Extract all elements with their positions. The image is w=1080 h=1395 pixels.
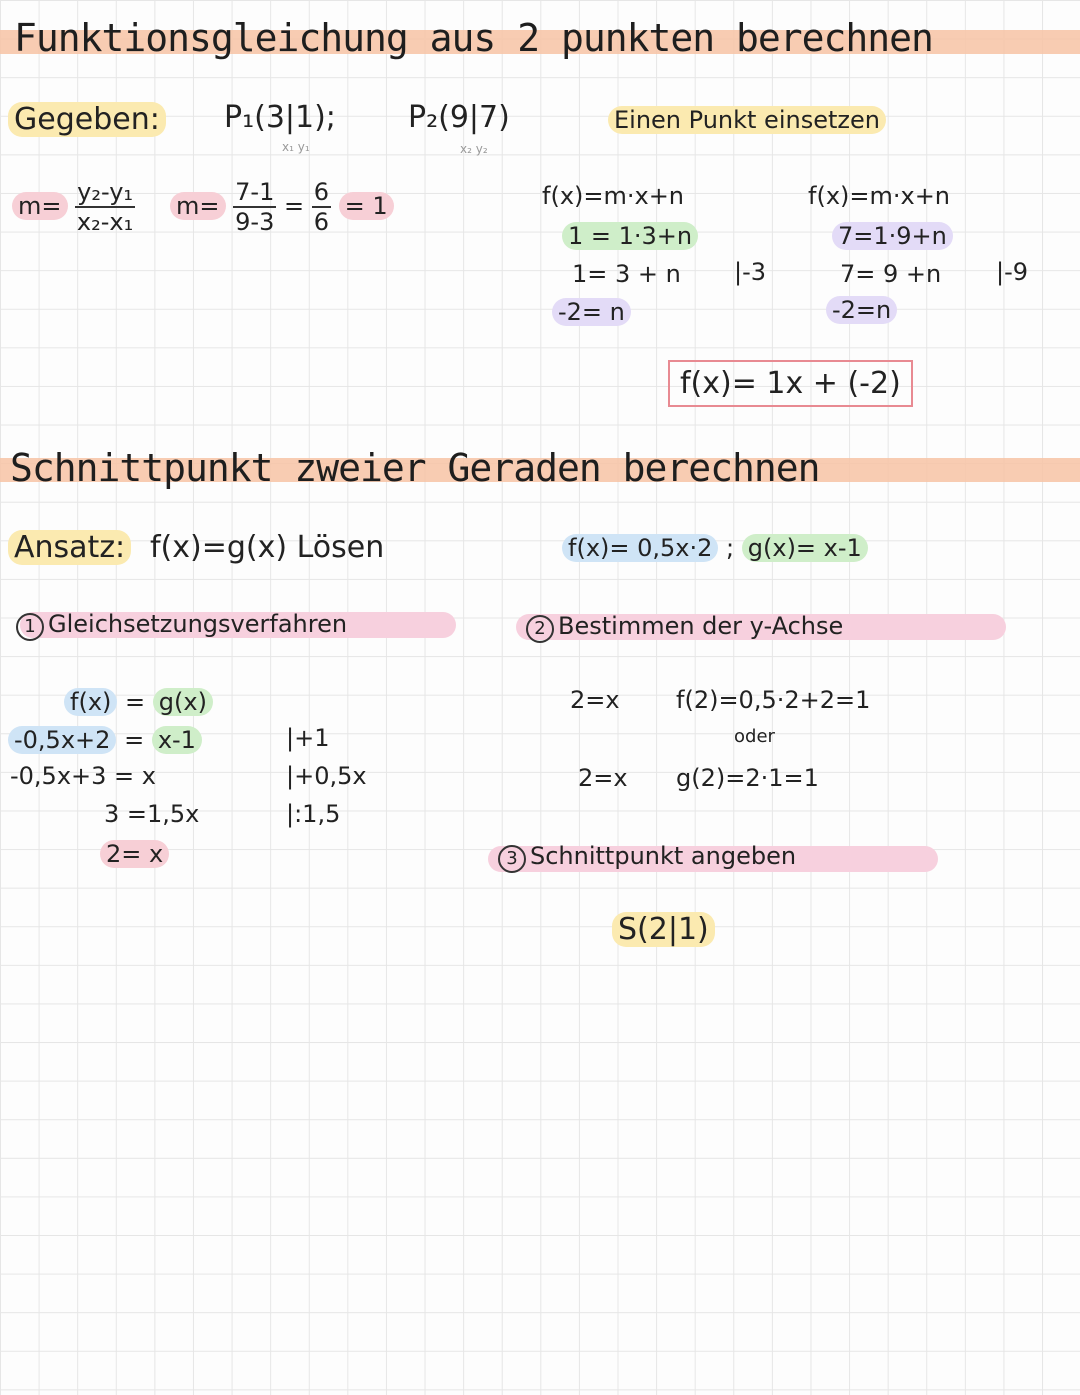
ansatz-text: f(x)=g(x) Lösen [150,530,385,565]
function-result: f(x)= 1x + (-2) [668,360,913,407]
slope-calc-numerator: 7-1 [235,178,275,206]
slope-m-label: m= [12,192,68,220]
step3-number: 3 [498,845,526,873]
slope-frac-66 [312,178,331,236]
step1-title: Gleichsetzungsverfahren [48,610,348,638]
slope-fraction [75,178,135,236]
slope-calc [170,178,394,236]
step2-l1b: f(2)=0,5·2+2=1 [676,686,871,714]
step1-l5-text: 2= x [100,840,169,868]
step1-l1b: g(x) [153,688,213,716]
right-calc-l3-op: |-9 [996,258,1029,286]
slope-calc-denominator: 9-3 [235,208,275,236]
given-g: g(x)= x-1 [742,534,868,562]
given-f: f(x)= 0,5x·2 [562,534,718,562]
step3-result-text: S(2|1) [612,912,715,947]
point-p2: P₂(9|7) [408,100,510,135]
left-calc-l1: f(x)=m·x+n [542,182,685,210]
ansatz-label [8,530,131,565]
step1-l1a: f(x) [64,688,117,716]
step1-line1 [64,688,213,716]
insert-label-text: Einen Punkt einsetzen [608,106,886,134]
section-title-2: Schnittpunkt zweier Geraden berechnen [10,446,820,490]
right-calc-l2-text: 7=1·9+n [832,222,953,250]
slope-formula [12,178,135,236]
left-calc-l2 [562,222,698,250]
point-p1-sub: x₁ y₁ [282,140,310,154]
step3-title: Schnittpunkt angeben [530,842,797,870]
step2-title: Bestimmen der y-Achse [558,612,844,640]
step1-l4op: |:1,5 [286,800,341,828]
step3-result [612,912,715,947]
step2-l2b: g(2)=2·1=1 [676,764,819,792]
slope-calc-eq: = [283,192,305,220]
step1-heading [16,610,347,641]
slope-denominator: x₂-x₁ [76,208,134,236]
right-calc-l3: 7= 9 +n [840,260,942,288]
point-p2-sub: x₂ y₂ [460,142,488,156]
given-label-text: Gegeben: [8,102,166,137]
ansatz-label-text: Ansatz: [8,530,131,565]
given-label [8,102,166,137]
step1-l2b: x-1 [152,726,202,754]
step1-line5 [100,840,169,868]
step1-l1eq: = [125,688,146,716]
insert-label [608,106,886,134]
left-calc-l2-text: 1 = 1·3+n [562,222,698,250]
slope-numerator: y₂-y₁ [77,178,134,206]
left-calc-l4-text: -2= n [552,298,631,326]
step1-line2 [8,726,202,754]
step1-l2op: |+1 [286,724,330,752]
slope-calc-label: m= [170,192,226,220]
step2-or: oder [734,726,775,747]
step1-l2eq: = [124,726,145,754]
left-calc-l3-op: |-3 [734,258,767,286]
point-p1: P₁(3|1); [224,100,336,135]
given-functions [562,534,868,562]
step1-l3op: |+0,5x [286,762,367,790]
section-title-1: Funktionsgleichung aus 2 punkten berechnen [14,16,933,60]
step1-line4: 3 =1,5x [104,800,200,828]
step1-number: 1 [16,613,44,641]
step1-line3: -0,5x+3 = x [10,762,156,790]
slope-calc-fraction [233,178,276,236]
given-sep: ; [726,534,735,562]
step2-heading [526,612,843,643]
step1-l2a: -0,5x+2 [8,726,116,754]
right-calc-l4-text: -2=n [826,296,897,324]
right-calc-l1: f(x)=m·x+n [808,182,951,210]
left-calc-l3: 1= 3 + n [572,260,681,288]
slope-frac-den: 6 [313,208,330,236]
left-calc-l4 [552,298,631,326]
step2-l2a: 2=x [578,764,628,792]
step3-heading [498,842,796,873]
slope-frac-num: 6 [313,178,330,206]
right-calc-l4 [826,296,897,324]
slope-result: = 1 [339,192,394,220]
right-calc-l2 [832,222,953,250]
step2-l1a: 2=x [570,686,620,714]
step2-number: 2 [526,615,554,643]
